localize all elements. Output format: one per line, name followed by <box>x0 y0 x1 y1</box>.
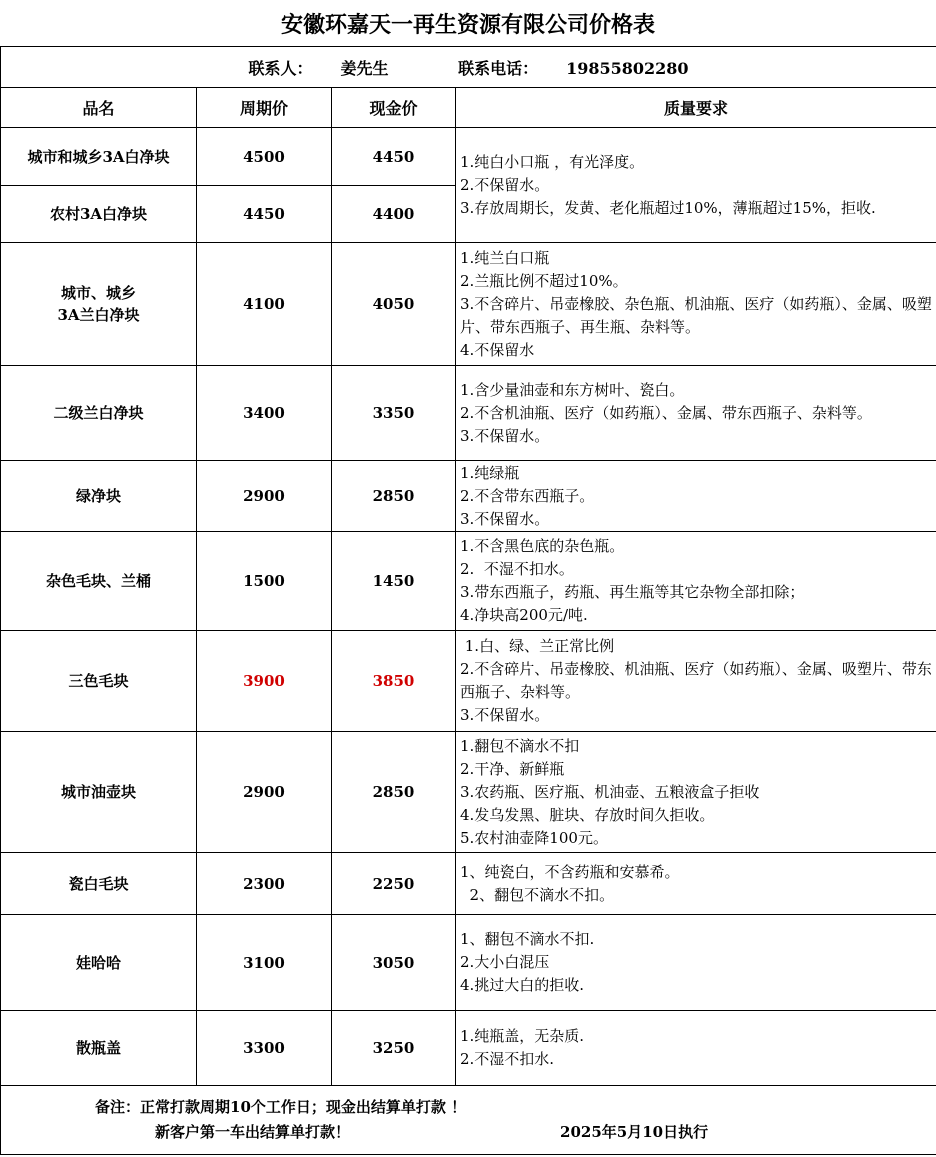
requirement-line: 2.不保留水。 <box>460 175 550 194</box>
cash-price: 2250 <box>332 853 456 915</box>
requirement-line: 5.农村油壶降100元。 <box>460 828 608 847</box>
requirement-line: 2.不含带东西瓶子。 <box>460 486 595 505</box>
requirement-line: 1.含少量油壶和东方树叶、瓷白。 <box>460 380 685 399</box>
quality-requirements <box>456 732 936 853</box>
requirement-line: 3.带东西瓶子，药瓶、再生瓶等其它杂物全部扣除； <box>460 583 805 601</box>
period-price: 3100 <box>197 915 332 1011</box>
requirement-line: 3.农药瓶、医疗瓶、机油壶、五粮液盒子拒收 <box>460 782 760 801</box>
period-price: 4450 <box>197 186 332 243</box>
period-price: 2300 <box>197 853 332 915</box>
product-name-line: 3A兰白净块 <box>57 306 140 324</box>
product-name: 三色毛块 <box>1 631 197 732</box>
requirement-line: 2.不含机油瓶、医疗（如药瓶）、金属、带东西瓶子、杂料等。 <box>460 403 872 422</box>
product-name: 散瓶盖 <box>1 1011 197 1086</box>
requirement-line: 1.纯白小口瓶 ，有光泽度。 <box>460 152 645 171</box>
quality-requirements <box>456 128 936 243</box>
quality-requirements <box>456 243 936 366</box>
header-period-price: 周期价 <box>197 88 332 128</box>
product-name: 瓷白毛块 <box>1 853 197 915</box>
cash-price: 2850 <box>332 461 456 532</box>
requirement-line: 2.不湿不扣水. <box>460 1050 555 1068</box>
requirement-line: 1.纯绿瓶 <box>460 463 520 482</box>
header-row <box>1 88 936 128</box>
product-name: 农村3A白净块 <box>1 186 197 243</box>
contact-person: 姜先生 <box>340 58 389 78</box>
requirement-line: 2. 不湿不扣水。 <box>460 560 574 578</box>
period-price: 3900 <box>197 631 332 732</box>
requirement-line: 1.纯瓶盖，无杂质. <box>460 1027 585 1045</box>
cash-price: 3250 <box>332 1011 456 1086</box>
requirement-line: 2、翻包不滴水不扣。 <box>460 885 615 904</box>
quality-requirements <box>456 631 936 732</box>
effective-date: 2025年5月10日执行 <box>560 1123 709 1141</box>
product-name-line: 城市、城乡 <box>60 284 136 302</box>
product-name: 二级兰白净块 <box>1 366 197 461</box>
requirement-line: 1、翻包不滴水不扣. <box>460 930 595 948</box>
period-price: 4100 <box>197 243 332 366</box>
period-price: 1500 <box>197 532 332 631</box>
requirement-line: 2.不含碎片、吊壶橡胶、机油瓶、医疗（如药瓶）、金属、吸塑片、带东西瓶子、杂料等。 <box>460 660 932 701</box>
period-price: 3300 <box>197 1011 332 1086</box>
table-row <box>1 128 936 186</box>
requirement-line: 3.不含碎片、吊壶橡胶、杂色瓶、机油瓶、医疗（如药瓶）、金属、吸塑片、带东西瓶子、再生瓶、杂料等。 <box>460 294 932 336</box>
requirement-line: 3.不保留水。 <box>460 426 550 445</box>
product-name: 城市油壶块 <box>1 732 197 853</box>
header-cash-price: 现金价 <box>332 88 456 128</box>
notes-row <box>1 1086 936 1155</box>
contact-person-label: 联系人： <box>248 58 313 78</box>
table-row <box>1 732 936 853</box>
page-title: 安徽环嘉天一再生资源有限公司价格表 <box>280 12 655 38</box>
product-name: 娃哈哈 <box>1 915 197 1011</box>
table-row <box>1 915 936 1011</box>
quality-requirements <box>456 366 936 461</box>
requirement-line: 4.发乌发黑、脏块、存放时间久拒收。 <box>460 805 715 824</box>
table-row <box>1 461 936 532</box>
quality-requirements <box>456 915 936 1011</box>
requirement-line: 1.纯兰白口瓶 <box>460 248 550 267</box>
requirement-line: 1.不含黑色底的杂色瓶。 <box>460 537 625 555</box>
cash-price: 4450 <box>332 128 456 186</box>
cash-price: 3050 <box>332 915 456 1011</box>
product-name: 绿净块 <box>1 461 197 532</box>
period-price: 4500 <box>197 128 332 186</box>
contact-row <box>1 47 936 88</box>
cash-price: 2850 <box>332 732 456 853</box>
quality-requirements <box>456 1011 936 1086</box>
product-name: 杂色毛块、兰桶 <box>1 532 197 631</box>
requirement-line: 3.不保留水。 <box>460 509 550 528</box>
table-row <box>1 631 936 732</box>
requirement-line: 4.挑过大白的拒收. <box>460 976 585 994</box>
cash-price: 3850 <box>332 631 456 732</box>
requirement-line: 1.翻包不滴水不扣 <box>460 736 580 755</box>
contact-phone: 19855802280 <box>566 58 689 78</box>
cash-price: 4050 <box>332 243 456 366</box>
table-row <box>1 243 936 366</box>
requirement-line: 3.不保留水。 <box>460 706 550 724</box>
notes-cell <box>1 1086 936 1155</box>
requirement-line: 3.存放周期长，发黄、老化瓶超过10%，薄瓶超过15%，拒收. <box>460 198 876 217</box>
requirement-line: 4.净块高200元/吨. <box>460 606 588 624</box>
quality-requirements <box>456 461 936 532</box>
period-price: 3400 <box>197 366 332 461</box>
note-new-customer: 新客户第一车出结算单打款！ <box>155 1123 351 1141</box>
requirement-line: 2.干净、新鲜瓶 <box>460 759 565 778</box>
table-row <box>1 366 936 461</box>
header-name: 品名 <box>1 88 197 128</box>
period-price: 2900 <box>197 732 332 853</box>
table-row <box>1 532 936 631</box>
requirement-line: 1、纯瓷白，不含药瓶和安慕希。 <box>460 862 680 881</box>
table-row <box>1 853 936 915</box>
contact-phone-label: 联系电话： <box>458 58 539 78</box>
quality-requirements <box>456 532 936 631</box>
product-name: 城市和城乡3A白净块 <box>1 128 197 186</box>
cash-price: 4400 <box>332 186 456 243</box>
table-row <box>1 1011 936 1086</box>
header-quality: 质量要求 <box>456 88 936 128</box>
cash-price: 3350 <box>332 366 456 461</box>
note-payment-terms: 备注：正常打款周期10个工作日；现金出结算单打款 ！ <box>95 1098 467 1116</box>
requirement-line: 4.不保留水 <box>460 340 535 359</box>
requirement-line: 2.兰瓶比例不超过10%。 <box>460 271 628 290</box>
quality-requirements <box>456 853 936 915</box>
price-table <box>0 46 936 1155</box>
contact-cell <box>1 47 936 88</box>
requirement-line: 2.大小白混压 <box>460 953 550 971</box>
note-new-customer-line <box>1 1120 936 1145</box>
requirement-line: 1.白、绿、兰正常比例 <box>460 637 615 655</box>
cash-price: 1450 <box>332 532 456 631</box>
period-price: 2900 <box>197 461 332 532</box>
product-name <box>1 243 197 366</box>
